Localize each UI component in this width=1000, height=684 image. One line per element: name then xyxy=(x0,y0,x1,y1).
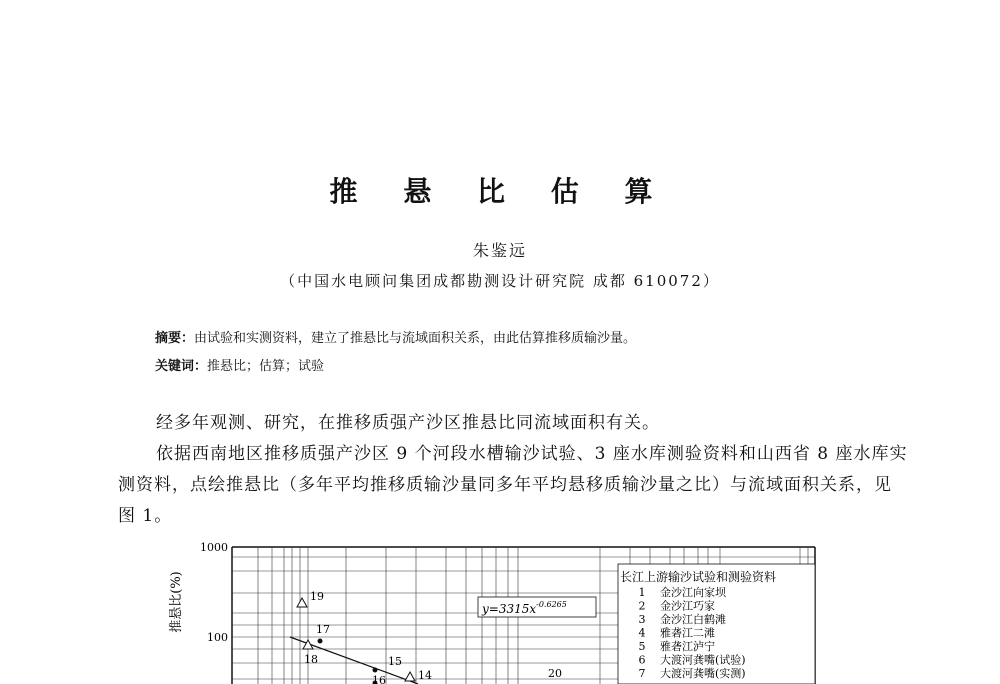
legend-num-3: 3 xyxy=(638,613,646,626)
legend-entry-5: 雅砻江泸宁 xyxy=(660,640,715,653)
data-point-marker-15 xyxy=(373,668,378,673)
data-point-label-19: 19 xyxy=(310,590,324,603)
keywords-label: 关键词： xyxy=(155,359,208,374)
data-point-label-15: 15 xyxy=(388,655,402,668)
legend-entry-1: 金沙江向家坝 xyxy=(660,586,726,599)
body-text xyxy=(118,408,908,532)
legend-num-1: 1 xyxy=(638,586,646,599)
affiliation: （中国水电顾问集团成都勘测设计研究院 成都 610072） xyxy=(280,272,720,290)
data-point-label-14: 14 xyxy=(418,669,432,682)
legend-num-6: 6 xyxy=(638,653,646,667)
keywords xyxy=(155,355,324,374)
equation-exponent: -0.6265 xyxy=(536,600,567,609)
data-point-marker-17 xyxy=(318,639,323,644)
legend-entry-2: 金沙江巧家 xyxy=(660,599,715,613)
paper-title: 推 悬 比 估 算 xyxy=(329,175,671,208)
legend-title: 长江上游输沙试验和测验资料 xyxy=(620,570,777,584)
abstract-text: 由试验和实测资料，建立了推悬比与流域面积关系，由此估算推移质输沙量。 xyxy=(194,331,637,346)
equation-main: y=3315x xyxy=(482,602,537,616)
data-point-label-20: 20 xyxy=(548,667,562,680)
legend-entry-3: 金沙江白鹤滩 xyxy=(660,613,726,626)
paragraph-1: 经多年观测、研究，在推移质强产沙区推悬比同流域面积有关。 xyxy=(156,413,660,433)
data-point-marker-19 xyxy=(297,598,307,607)
legend-num-5: 5 xyxy=(638,640,646,653)
data-point-label-16: 16 xyxy=(372,674,386,684)
abstract xyxy=(155,327,636,346)
legend-entry-6: 大渡河龚嘴(试验) xyxy=(660,653,746,667)
y-tick-100: 100 xyxy=(207,631,228,644)
keywords-text: 推悬比；估算；试验 xyxy=(207,359,325,374)
y-tick-1000: 1000 xyxy=(200,541,228,554)
author-name: 朱鉴远 xyxy=(472,241,527,260)
abstract-label: 摘要： xyxy=(155,331,195,346)
legend-entry-4: 雅砻江二滩 xyxy=(660,626,715,640)
legend-entry-7: 大渡河龚嘴(实测) xyxy=(660,667,746,680)
legend-num-2: 2 xyxy=(638,599,646,613)
data-point-marker-14 xyxy=(405,672,415,681)
paragraph-2: 依据西南地区推移质强产沙区 9 个河段水槽输沙试验、3 座水库测验资料和山西省 8 座水库实测资料，点绘推悬比（多年平均推移质输沙量同多年平均悬移质输沙量之比）与流域面积关系，见图 1。 xyxy=(118,444,908,526)
figure-1-chart xyxy=(160,537,830,684)
y-axis-label: 推悬比(%) xyxy=(169,571,184,633)
data-point-label-18: 18 xyxy=(304,653,318,666)
data-point-label-17: 17 xyxy=(316,623,330,636)
legend-num-4: 4 xyxy=(638,626,646,640)
legend-num-7: 7 xyxy=(638,667,646,680)
